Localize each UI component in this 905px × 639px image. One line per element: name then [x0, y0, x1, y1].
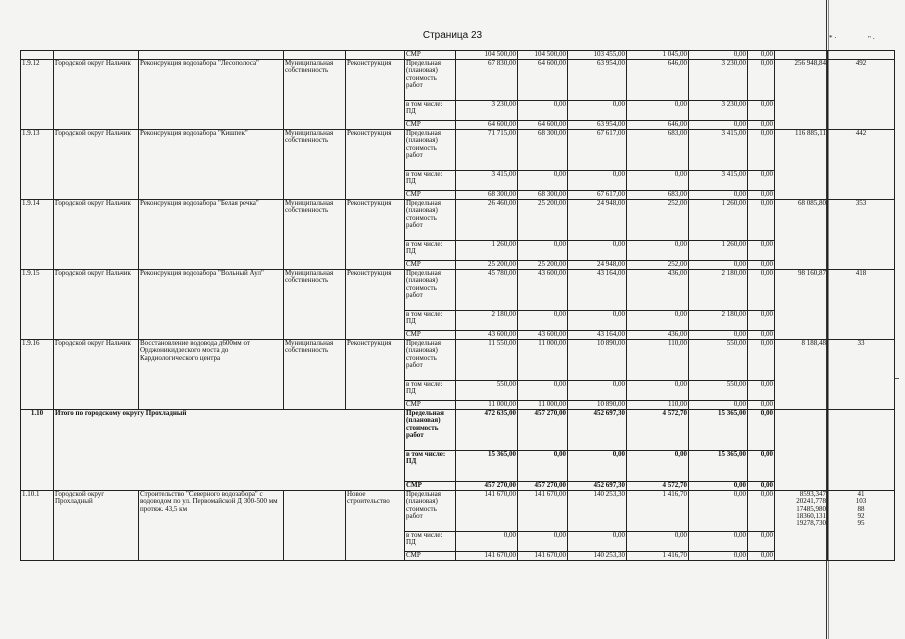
extra-value: 17485,980 [796, 504, 826, 513]
value-cell: 64 600,00 [456, 121, 518, 130]
value-cell: 71 715,00 [456, 130, 518, 171]
value-cell: 104 500,00 [518, 51, 568, 60]
value-cell: 140 253,30 [568, 491, 627, 532]
blank-cell [775, 51, 828, 60]
row-label: СМР [405, 482, 456, 491]
value-cell: 0,00 [627, 101, 689, 121]
value-cell: 0,00 [518, 241, 568, 261]
item-type: Реконструкция [346, 340, 405, 410]
value-cell: 3 230,00 [456, 101, 518, 121]
item-number: 1.9.12 [21, 60, 54, 130]
extra-value: 8593,347 [799, 490, 826, 498]
blank-cell [828, 51, 895, 60]
last-value: 95 [857, 519, 865, 528]
value-cell: 0,00 [748, 241, 775, 261]
extra-value: 20241,778 [796, 497, 826, 506]
value-cell: 0,00 [748, 451, 775, 482]
value-cell: 0,00 [748, 171, 775, 191]
value-cell: 67 617,00 [568, 130, 627, 171]
value-cell: 0,00 [689, 552, 748, 561]
value-cell: 141 670,00 [518, 552, 568, 561]
value-cell: 0,00 [627, 311, 689, 331]
value-cell: 1 260,00 [689, 200, 748, 241]
value-cell: 43 600,00 [456, 331, 518, 340]
value-cell: 550,00 [456, 381, 518, 401]
value-cell: 11 550,00 [456, 340, 518, 381]
value-cell: 64 600,00 [518, 121, 568, 130]
value-cell: 43 164,00 [568, 270, 627, 311]
item-object: Восстановление водовода д600мм от Орджоникидзеского моста до Кардиологического центра [139, 340, 284, 410]
value-cell: 0,00 [748, 410, 775, 451]
value-cell: 0,00 [748, 482, 775, 491]
row-label: СМР [405, 191, 456, 200]
extra-value: 19278,730 [796, 519, 826, 528]
row-label: СМР [405, 401, 456, 410]
item-object: Строительство "Северного водозабора" с водоводом по ул. Первомайской Д 300-500 мм протяж. 43,5 км [139, 491, 284, 561]
value-cell: 1 416,70 [627, 552, 689, 561]
value-cell: 0,00 [627, 241, 689, 261]
value-cell: 15 365,00 [689, 410, 748, 451]
scan-tick-mark [895, 378, 899, 379]
value-cell: 68 300,00 [456, 191, 518, 200]
value-cell: 0,00 [748, 381, 775, 401]
item-extra: 256 948,84 [775, 60, 828, 130]
value-cell: 457 270,00 [518, 482, 568, 491]
value-cell: 452 697,30 [568, 482, 627, 491]
value-cell: 0,00 [748, 491, 775, 532]
value-cell: 0,00 [627, 171, 689, 191]
value-cell: 0,00 [689, 191, 748, 200]
item-org: Городской округ Нальчик [54, 60, 139, 130]
value-cell: 24 948,00 [568, 261, 627, 270]
value-cell: 252,00 [627, 200, 689, 241]
value-cell: 110,00 [627, 401, 689, 410]
table-row [21, 60, 895, 101]
value-cell: 4 572,70 [627, 482, 689, 491]
value-cell: 1 260,00 [689, 241, 748, 261]
value-cell: 68 300,00 [518, 191, 568, 200]
row-label: Предельная (плановая) стоимость работ [405, 410, 456, 451]
value-cell: 457 270,00 [518, 410, 568, 451]
value-cell: 43 164,00 [568, 331, 627, 340]
row-label: СМР [405, 261, 456, 270]
item-object: Реконсрукция водозабора "Белая речка" [139, 200, 284, 270]
item-ownership: Муниципальная собственность [284, 270, 346, 340]
value-cell: 0,00 [627, 381, 689, 401]
row-label: СМР [405, 121, 456, 130]
value-cell: 0,00 [518, 381, 568, 401]
item-ownership: Муниципальная собственность [284, 130, 346, 200]
value-cell: 3 230,00 [689, 60, 748, 101]
row-label: Предельная (плановая) стоимость работ [405, 270, 456, 311]
value-cell: 64 600,00 [518, 60, 568, 101]
value-cell: 2 180,00 [456, 311, 518, 331]
item-number: 1.9.14 [21, 200, 54, 270]
value-cell: 646,00 [627, 121, 689, 130]
last-value: 88 [857, 504, 865, 513]
row-label: в том числе: ПД [405, 381, 456, 401]
value-cell: 252,00 [627, 261, 689, 270]
value-cell: 646,00 [627, 60, 689, 101]
item-last: 33 [828, 340, 895, 410]
value-cell: 0,00 [568, 101, 627, 121]
value-cell: 43 600,00 [518, 331, 568, 340]
value-cell: 0,00 [748, 331, 775, 340]
row-label: СМР [405, 51, 456, 60]
value-cell: 0,00 [568, 241, 627, 261]
row-label: Предельная (плановая) стоимость работ [405, 60, 456, 101]
last-value: 92 [857, 512, 865, 521]
value-cell: 141 670,00 [456, 491, 518, 532]
value-cell: 67 617,00 [568, 191, 627, 200]
value-cell: 3 415,00 [689, 130, 748, 171]
value-cell: 103 455,00 [568, 51, 627, 60]
value-cell: 0,00 [568, 381, 627, 401]
value-cell: 0,00 [689, 491, 748, 532]
value-cell: 3 415,00 [689, 171, 748, 191]
item-extra: 116 885,11 [775, 130, 828, 200]
value-cell: 43 600,00 [518, 270, 568, 311]
value-cell: 25 200,00 [518, 261, 568, 270]
value-cell: 0,00 [748, 101, 775, 121]
item-last: 418 [828, 270, 895, 340]
value-cell: 0,00 [689, 331, 748, 340]
item-object: Реконсрукция водозабора "Кишпек" [139, 130, 284, 200]
item-last-list [828, 491, 895, 561]
value-cell: 10 890,00 [568, 340, 627, 381]
row-label: в том числе: ПД [405, 241, 456, 261]
item-extra: 8 188,48 [775, 340, 828, 410]
row-label: Предельная (плановая) стоимость работ [405, 130, 456, 171]
item-ownership: Муниципальная собственность [284, 200, 346, 270]
value-cell: 4 572,70 [627, 410, 689, 451]
item-org: Городской округ Нальчик [54, 200, 139, 270]
value-cell: 2 180,00 [689, 311, 748, 331]
row-label: в том числе: ПД [405, 532, 456, 552]
value-cell: 3 415,00 [456, 171, 518, 191]
value-cell: 1 416,70 [627, 491, 689, 532]
value-cell: 141 670,00 [456, 552, 518, 561]
value-cell: 0,00 [568, 532, 627, 552]
item-number: 1.10.1 [21, 491, 54, 561]
value-cell: 683,00 [627, 191, 689, 200]
item-org: Городской округ Нальчик [54, 270, 139, 340]
blank-cell [139, 51, 284, 60]
item-last: 353 [828, 200, 895, 270]
value-cell: 0,00 [689, 121, 748, 130]
value-cell: 0,00 [748, 130, 775, 171]
value-cell: 0,00 [518, 101, 568, 121]
value-cell: 0,00 [568, 311, 627, 331]
value-cell: 11 000,00 [456, 401, 518, 410]
value-cell: 26 460,00 [456, 200, 518, 241]
value-cell: 10 890,00 [568, 401, 627, 410]
row-label: СМР [405, 552, 456, 561]
value-cell: 63 954,00 [568, 121, 627, 130]
item-type: Реконструкция [346, 200, 405, 270]
total-number: 1.10 [21, 410, 54, 491]
value-cell: 0,00 [748, 311, 775, 331]
item-type: Реконструкция [346, 130, 405, 200]
value-cell: 24 948,00 [568, 200, 627, 241]
value-cell: 45 780,00 [456, 270, 518, 311]
row-label: Предельная (плановая) стоимость работ [405, 340, 456, 381]
item-ownership: Муниципальная собственность [284, 340, 346, 410]
blank-cell [828, 410, 895, 491]
value-cell: 0,00 [689, 261, 748, 270]
item-type: Реконструкция [346, 60, 405, 130]
blank-cell [54, 51, 139, 60]
value-cell: 0,00 [748, 60, 775, 101]
row-label: в том числе: ПД [405, 311, 456, 331]
value-cell: 140 253,30 [568, 552, 627, 561]
row-label: в том числе: ПД [405, 171, 456, 191]
table-row [21, 200, 895, 241]
budget-table [20, 50, 895, 561]
item-extra-list [775, 491, 828, 561]
item-number: 1.9.13 [21, 130, 54, 200]
value-cell: 0,00 [748, 121, 775, 130]
item-type: Новое строительство [346, 491, 405, 561]
page-title: Страница 23 [422, 30, 483, 41]
value-cell: 0,00 [689, 51, 748, 60]
corner-mark-right: " · [868, 35, 875, 43]
table-row [21, 410, 895, 451]
value-cell: 0,00 [748, 552, 775, 561]
value-cell: 63 954,00 [568, 60, 627, 101]
value-cell: 0,00 [748, 191, 775, 200]
value-cell: 1 260,00 [456, 241, 518, 261]
corner-mark-left: * · [829, 34, 837, 42]
value-cell: 0,00 [568, 171, 627, 191]
item-org: Городской округ Нальчик [54, 340, 139, 410]
value-cell: 0,00 [518, 311, 568, 331]
value-cell: 0,00 [748, 51, 775, 60]
value-cell: 68 300,00 [518, 130, 568, 171]
blank-cell [346, 51, 405, 60]
value-cell: 550,00 [689, 381, 748, 401]
value-cell: 0,00 [627, 451, 689, 482]
blank-cell [775, 410, 828, 491]
table-row [21, 340, 895, 381]
item-extra: 68 085,80 [775, 200, 828, 270]
value-cell: 0,00 [689, 532, 748, 552]
value-cell: 0,00 [689, 401, 748, 410]
item-last: 492 [828, 60, 895, 130]
value-cell: 683,00 [627, 130, 689, 171]
row-label: Предельная (плановая) стоимость работ [405, 491, 456, 532]
value-cell: 3 230,00 [689, 101, 748, 121]
value-cell: 0,00 [748, 401, 775, 410]
value-cell: 472 635,00 [456, 410, 518, 451]
item-number: 1.9.16 [21, 340, 54, 410]
value-cell: 0,00 [748, 200, 775, 241]
value-cell: 15 365,00 [689, 451, 748, 482]
value-cell: 0,00 [456, 532, 518, 552]
item-object: Реконсрукция водозабора "Вольный Аул" [139, 270, 284, 340]
item-org: Городской округ Нальчик [54, 130, 139, 200]
value-cell: 15 365,00 [456, 451, 518, 482]
row-label: СМР [405, 331, 456, 340]
blank-cell [21, 51, 54, 60]
item-last: 442 [828, 130, 895, 200]
table-row [21, 270, 895, 311]
total-name: Итого по городскому округу Прохладный [54, 410, 405, 491]
item-org: Городской округ Прохладный [54, 491, 139, 561]
value-cell: 104 500,00 [456, 51, 518, 60]
value-cell: 0,00 [748, 261, 775, 270]
item-number: 1.9.15 [21, 270, 54, 340]
value-cell: 0,00 [568, 451, 627, 482]
last-value: 103 [855, 497, 867, 506]
table-row [21, 491, 895, 532]
value-cell: 11 000,00 [518, 340, 568, 381]
value-cell: 25 200,00 [518, 200, 568, 241]
value-cell: 2 180,00 [689, 270, 748, 311]
value-cell: 0,00 [748, 532, 775, 552]
value-cell: 67 830,00 [456, 60, 518, 101]
value-cell: 0,00 [518, 532, 568, 552]
row-label: Предельная (плановая) стоимость работ [405, 200, 456, 241]
item-type: Реконструкция [346, 270, 405, 340]
last-value: 41 [857, 490, 865, 498]
value-cell: 0,00 [518, 451, 568, 482]
value-cell: 436,00 [627, 331, 689, 340]
value-cell: 0,00 [689, 482, 748, 491]
value-cell: 457 270,00 [456, 482, 518, 491]
value-cell: 0,00 [518, 171, 568, 191]
value-cell: 0,00 [748, 270, 775, 311]
value-cell: 550,00 [689, 340, 748, 381]
value-cell: 0,00 [627, 532, 689, 552]
item-ownership [284, 491, 346, 561]
row-label: в том числе: ПД [405, 101, 456, 121]
item-object: Реконсрукция водозабора "Лесополоса" [139, 60, 284, 130]
item-extra: 98 160,87 [775, 270, 828, 340]
table-row [21, 51, 895, 60]
extra-value: 18360,131 [796, 512, 826, 521]
value-cell: 141 670,00 [518, 491, 568, 532]
value-cell: 1 045,00 [627, 51, 689, 60]
blank-cell [284, 51, 346, 60]
value-cell: 110,00 [627, 340, 689, 381]
value-cell: 0,00 [748, 340, 775, 381]
value-cell: 25 200,00 [456, 261, 518, 270]
value-cell: 452 697,30 [568, 410, 627, 451]
item-ownership: Муниципальная собственность [284, 60, 346, 130]
table-row [21, 130, 895, 171]
value-cell: 11 000,00 [518, 401, 568, 410]
value-cell: 436,00 [627, 270, 689, 311]
row-label: в том числе: ПД [405, 451, 456, 482]
